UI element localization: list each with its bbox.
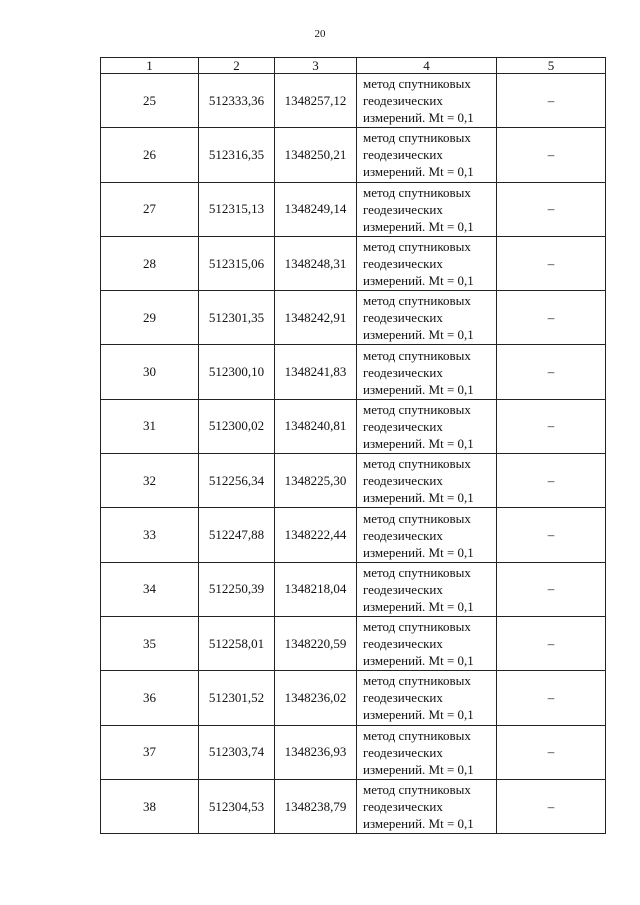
point-number-cell: 37 [101, 725, 199, 779]
x-coordinate-cell: 512304,53 [199, 779, 275, 833]
point-number-cell: 34 [101, 562, 199, 616]
point-number-cell: 29 [101, 291, 199, 345]
table-row [101, 508, 606, 562]
point-number-cell: 33 [101, 508, 199, 562]
description-cell: – [497, 671, 606, 725]
x-coordinate-cell: 512258,01 [199, 616, 275, 670]
y-coordinate-cell: 1348240,81 [275, 399, 357, 453]
table-row [101, 616, 606, 670]
description-cell: – [497, 562, 606, 616]
column-header: 2 [199, 58, 275, 74]
description-cell: – [497, 454, 606, 508]
table-row [101, 562, 606, 616]
table-row [101, 182, 606, 236]
description-cell: – [497, 182, 606, 236]
page-number: 20 [314, 28, 326, 40]
method-line: измерений. Mt = 0,1 [363, 110, 474, 126]
description-cell: – [497, 291, 606, 345]
point-number-cell: 32 [101, 454, 199, 508]
method-line: геодезических [363, 256, 443, 272]
method-line: геодезических [363, 690, 443, 706]
table-row [101, 779, 606, 833]
description-cell: – [497, 779, 606, 833]
method-line: геодезических [363, 93, 443, 109]
method-line: геодезических [363, 581, 443, 597]
table-row [101, 74, 606, 128]
method-line: измерений. Mt = 0,1 [363, 544, 474, 560]
y-coordinate-cell: 1348222,44 [275, 508, 357, 562]
method-cell [357, 508, 497, 562]
description-cell: – [497, 236, 606, 290]
method-line: метод спутниковых [363, 782, 471, 797]
y-coordinate-cell: 1348218,04 [275, 562, 357, 616]
method-cell [357, 399, 497, 453]
method-line: метод спутниковых [363, 619, 471, 635]
method-line: метод спутниковых [363, 456, 471, 472]
x-coordinate-cell: 512315,13 [199, 182, 275, 236]
table-body [101, 74, 606, 834]
table-row [101, 291, 606, 345]
method-line: измерений. Mt = 0,1 [363, 218, 474, 234]
method-line: метод спутниковых [363, 727, 471, 743]
method-line: метод спутниковых [363, 510, 471, 526]
x-coordinate-cell: 512300,10 [199, 345, 275, 399]
table-row [101, 236, 606, 290]
y-coordinate-cell: 1348248,31 [275, 236, 357, 290]
method-cell [357, 236, 497, 290]
x-coordinate-cell: 512256,34 [199, 454, 275, 508]
column-header: 1 [101, 58, 199, 74]
table-row [101, 454, 606, 508]
point-number-cell: 35 [101, 616, 199, 670]
column-header: 5 [497, 58, 606, 74]
y-coordinate-cell: 1348236,93 [275, 725, 357, 779]
method-cell [357, 345, 497, 399]
method-line: измерений. Mt = 0,1 [363, 598, 474, 614]
method-line: геодезических [363, 310, 443, 326]
description-cell: – [497, 128, 606, 182]
method-line: метод спутниковых [363, 347, 471, 363]
table-row [101, 345, 606, 399]
method-cell [357, 128, 497, 182]
method-cell [357, 182, 497, 236]
point-number-cell: 27 [101, 182, 199, 236]
method-line: геодезических [363, 147, 443, 163]
method-line: метод спутниковых [363, 239, 471, 255]
description-cell: – [497, 345, 606, 399]
table-row [101, 671, 606, 725]
method-line: геодезических [363, 364, 443, 380]
method-line: геодезических [363, 527, 443, 543]
x-coordinate-cell: 512250,39 [199, 562, 275, 616]
method-cell [357, 616, 497, 670]
point-number-cell: 31 [101, 399, 199, 453]
y-coordinate-cell: 1348249,14 [275, 182, 357, 236]
method-line: метод спутниковых [363, 401, 471, 417]
method-line: геодезических [363, 201, 443, 217]
method-line: метод спутниковых [363, 673, 471, 689]
method-line: метод спутниковых [363, 293, 471, 309]
point-number-cell: 36 [101, 671, 199, 725]
column-header: 3 [275, 58, 357, 74]
method-line: геодезических [363, 744, 443, 760]
table-row [101, 399, 606, 453]
description-cell: – [497, 74, 606, 128]
method-cell [357, 74, 497, 128]
y-coordinate-cell: 1348250,21 [275, 128, 357, 182]
method-cell [357, 291, 497, 345]
description-cell: – [497, 399, 606, 453]
column-header: 4 [357, 58, 497, 74]
y-coordinate-cell: 1348242,91 [275, 291, 357, 345]
x-coordinate-cell: 512300,02 [199, 399, 275, 453]
y-coordinate-cell: 1348236,02 [275, 671, 357, 725]
method-line: геодезических [363, 473, 443, 489]
x-coordinate-cell: 512301,52 [199, 671, 275, 725]
method-line: измерений. Mt = 0,1 [363, 653, 474, 669]
table-header-row [101, 58, 606, 74]
y-coordinate-cell: 1348241,83 [275, 345, 357, 399]
method-cell [357, 454, 497, 508]
method-line: измерений. Mt = 0,1 [363, 435, 474, 451]
method-line: измерений. Mt = 0,1 [363, 273, 474, 289]
method-line: измерений. Mt = 0,1 [363, 761, 474, 777]
method-line: метод спутниковых [363, 130, 471, 146]
x-coordinate-cell: 512303,74 [199, 725, 275, 779]
method-line: метод спутниковых [363, 184, 471, 200]
y-coordinate-cell: 1348225,30 [275, 454, 357, 508]
method-line: измерений. Mt = 0,1 [363, 707, 474, 723]
description-cell: – [497, 616, 606, 670]
x-coordinate-cell: 512333,36 [199, 74, 275, 128]
method-line: метод спутниковых [363, 564, 471, 580]
point-number-cell: 25 [101, 74, 199, 128]
method-line: геодезических [363, 636, 443, 652]
description-cell: – [497, 725, 606, 779]
y-coordinate-cell: 1348238,79 [275, 779, 357, 833]
x-coordinate-cell: 512315,06 [199, 236, 275, 290]
point-number-cell: 26 [101, 128, 199, 182]
point-number-cell: 28 [101, 236, 199, 290]
method-cell [357, 725, 497, 779]
method-line: геодезических [363, 418, 443, 434]
method-line: измерений. Mt = 0,1 [363, 381, 474, 397]
method-cell [357, 562, 497, 616]
table-row [101, 128, 606, 182]
method-line: измерений. Mt = 0,1 [363, 490, 474, 506]
y-coordinate-cell: 1348220,59 [275, 616, 357, 670]
point-number-cell: 38 [101, 779, 199, 833]
method-line: измерений. Mt = 0,1 [363, 164, 474, 180]
method-line: измерений. Mt = 0,1 [363, 327, 474, 343]
method-line: геодезических [363, 799, 443, 814]
y-coordinate-cell: 1348257,12 [275, 74, 357, 128]
coordinates-table [100, 57, 606, 834]
method-line: измерений. Mt = 0,1 [363, 816, 474, 831]
x-coordinate-cell: 512247,88 [199, 508, 275, 562]
table-row [101, 725, 606, 779]
method-cell [357, 671, 497, 725]
method-line: метод спутниковых [363, 76, 471, 92]
point-number-cell: 30 [101, 345, 199, 399]
method-cell [357, 779, 497, 833]
description-cell: – [497, 508, 606, 562]
x-coordinate-cell: 512316,35 [199, 128, 275, 182]
x-coordinate-cell: 512301,35 [199, 291, 275, 345]
